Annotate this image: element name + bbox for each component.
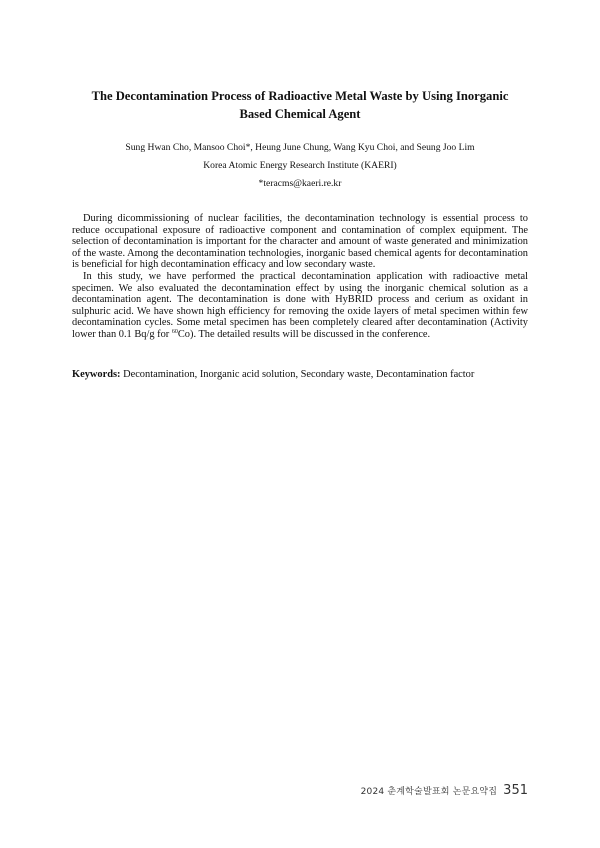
affiliation: Korea Atomic Energy Research Institute (KAERI) [203, 160, 397, 171]
abstract-paragraph-2-text: In this study, we have performed the practical decontamination application with radioactive metal specimen. We also evaluated the decontamination effect by using the inorganic chemical solution as a decontamination agent. The decontamination is done with HyBRID process and cerium as oxidant in sulphuric acid. We have shown high efficiency for removing the oxide layers of metal specimen within few decontamination cycles. Some metal specimen has been completely cleared after decontamination (Activity lower than 0.1 Bq/g for [72, 270, 528, 340]
author-list: Sung Hwan Cho, Mansoo Choi*, Heung June Chung, Wang Kyu Choi, and Seung Joo Lim [125, 142, 475, 153]
keywords-line [72, 369, 528, 381]
keywords-text: Decontamination, Inorganic acid solution, Secondary waste, Decontamination factor [120, 369, 475, 380]
page-number: 351 [503, 783, 528, 798]
abstract-body [72, 213, 528, 341]
abstract-paragraph-2 [72, 271, 528, 341]
corresponding-email: *teracms@kaeri.re.kr [258, 178, 342, 189]
abstract-paragraph-1: During dicommissioning of nuclear facilities, the decontamination technology is essential process to reduce occupational exposure of radioactive component and contamination of complex equipment. The selection of decontamination is important for the character and amount of waste generated and minimization of the waste. Among the decontamination technologies, inorganic based chemical agents for decontamination is beneficial for high decontamination efficacy and low secondary waste. [72, 213, 528, 271]
proceedings-title: 2024 춘계학술발표회 논문요약집 [360, 787, 498, 797]
isotope-superscript: 60 [171, 328, 178, 335]
abstract-paragraph-2-end: Co). The detailed results will be discussed in the conference. [177, 328, 431, 340]
title-line-1: The Decontamination Process of Radioactive Metal Waste by Using Inorganic [91, 89, 509, 103]
title-line-2: Based Chemical Agent [239, 107, 361, 121]
page-footer [361, 779, 528, 798]
paper-title [72, 87, 528, 123]
keywords-label: Keywords: [72, 369, 121, 380]
